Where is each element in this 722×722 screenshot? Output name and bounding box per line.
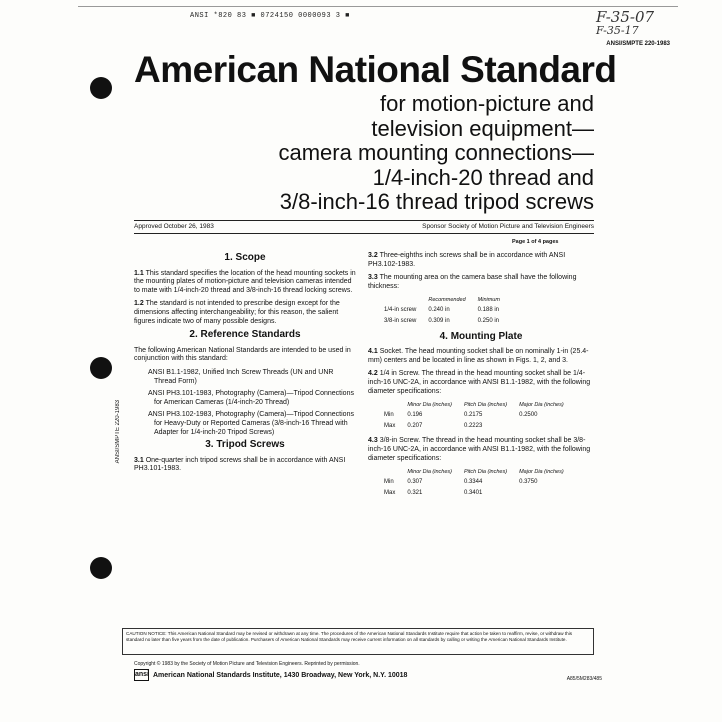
handwritten-note-2: F-35-17	[596, 24, 639, 37]
subtitle-line: television equipment—	[371, 115, 594, 141]
publisher-line: American National Standards Institute, 1430 Broadway, New York, N.Y. 10018	[153, 672, 408, 679]
subtitle-line: camera mounting connections—	[278, 140, 594, 165]
copyright-line: Copyright © 1983 by the Society of Motion Picture and Television Engineers. Reprinted by permission.	[134, 661, 360, 667]
table-header: Pitch Dia (inches)	[463, 402, 508, 409]
punch-hole-bottom	[90, 557, 112, 579]
section-heading: 2. Reference Standards	[189, 329, 301, 341]
reference-item: ANSI PH3.101-1983, Photography (Camera)—Tripod Connections for American Cameras (1/4-inch-20 Thread)	[148, 390, 354, 406]
table-row: 1/4-in screw 0.240 in 0.188 in	[384, 307, 499, 314]
diameter-table-2	[378, 468, 570, 498]
table-row: 3/8-in screw 0.309 in 0.250 in	[384, 317, 499, 324]
reference-item: ANSI B1.1-1982, Unified Inch Screw Threads (UN and UNR Thread Form)	[148, 368, 334, 385]
paragraph: 3.3 The mounting area on the camera base shall have the following thickness:	[368, 274, 577, 290]
paragraph: 3.2 Three-eighths inch screws shall be in accordance with ANSI PH3.102-1983.	[368, 252, 566, 268]
table-row: Max 0.321 0.3401	[384, 489, 483, 496]
reference-list	[148, 369, 356, 437]
subtitle-line: 1/4-inch-20 thread and	[372, 164, 594, 190]
table-header: Minimum	[477, 297, 500, 304]
table-header: Minor Dia (inches)	[407, 402, 452, 409]
table-header-row	[378, 401, 570, 410]
subtitle-line: for motion-picture and	[380, 91, 594, 116]
clause-number: 4.3	[368, 437, 378, 445]
document-id: ANSI/SMPTE 220-1983	[606, 41, 670, 47]
sponsor-line: Sponsor Society of Motion Picture and Television Engineers	[422, 223, 594, 230]
table-header: Minor Dia (inches)	[407, 469, 452, 476]
header-rule-lower	[134, 233, 594, 234]
paragraph: 4.1 Socket. The head mounting socket shall be on nominally 1-in (25.4-mm) centers and be located in line as shown in Figs. 1, 2, and 3.	[368, 348, 589, 364]
clause-number: 4.2	[368, 370, 378, 378]
table-header: Pitch Dia (inches)	[463, 469, 508, 476]
subtitle-line: 3/8-inch-16 thread tripod screws	[279, 189, 594, 214]
section-heading: 1. Scope	[224, 252, 266, 263]
clause-number: 3.2	[368, 252, 378, 259]
table-header-row	[378, 468, 570, 477]
table-row: Max 0.207 0.2223	[384, 422, 483, 429]
paragraph: 3.1 One-quarter inch tripod screws shall be in accordance with ANSI PH3.101-1983.	[134, 456, 346, 473]
handwritten-note-1: F-35-07	[596, 8, 655, 26]
paragraph: 1.2 The standard is not intended to prescribe design except for the dimensions affecting interchangeability; for this reason, the salient figures indicate two of many possible designs.	[134, 300, 340, 325]
scan-header: ANSI *820 83 ■ 0724150 0000093 3 ■	[190, 12, 350, 20]
thickness-table	[378, 296, 506, 326]
left-column	[134, 250, 356, 479]
paragraph: 4.3 3/8-in Screw. The thread in the head mounting socket shall be 3/8-inch-16 UNC-2A, in accordance with ANSI B1.1-1982, with the following diameter specifications:	[368, 437, 591, 462]
table-header: Major Dia (inches)	[519, 469, 564, 476]
paragraph: 4.2 1/4 in Screw. The thread in the head mounting socket shall be 1/4-inch-16 UNC-2A, in accordance with ANSI B1.1-1982, with the following diameter specifications:	[368, 370, 591, 395]
diameter-table-1	[378, 401, 570, 431]
right-column	[368, 252, 594, 504]
paragraph: The following American National Standards are intended to be used in conjunction with this standard:	[134, 346, 351, 363]
caution-notice: CAUTION NOTICE: This American National Standard may be revised or withdrawn at any time. The procedures of the American National Standards Institute require that action be taken to reaffirm, revise, or withdraw this standard no later than five years from the date of publication. Purchasers of American National Standards may receive current information on all standards by calling or writing the American National Standards Institute.	[122, 628, 594, 655]
paragraph: 1.1 This standard specifies the location of the head mounting sockets in the mounting plates of motion-picture and television cameras intended to mate with 1/4-inch-20 thread and 3/8-inch-16 thread locking screws.	[134, 269, 356, 294]
page-subtitle	[94, 92, 594, 215]
clause-number: 3.1	[134, 456, 144, 464]
clause-number: 3.3	[368, 274, 378, 282]
table-row: Min 0.307 0.3344 0.3750	[384, 479, 538, 486]
document-code: A85/5M283/485	[566, 676, 602, 682]
clause-number: 1.1	[134, 269, 144, 277]
table-header-row	[378, 296, 506, 305]
page-title: American National Standard	[134, 49, 617, 90]
reference-item: ANSI PH3.102-1983, Photography (Camera)—Tripod Connections for Heavy-Duty or Reported Cameras (3/8-inch-16 Thread with Adapter for 1/4-inch-20 Tripod Screws)	[148, 411, 354, 436]
header-rule	[134, 220, 594, 221]
table-row: Min 0.196 0.2175 0.2500	[384, 412, 538, 419]
ansi-logo: ansi	[134, 669, 149, 681]
section-heading: 3. Tripod Screws	[205, 439, 285, 451]
page-count: Page 1 of 4 pages	[512, 239, 559, 245]
section-heading: 4. Mounting Plate	[439, 330, 523, 342]
table-header: Recommended	[428, 297, 466, 304]
scan-border	[78, 6, 678, 7]
table-header: Major Dia (inches)	[519, 402, 564, 409]
punch-hole-middle	[90, 357, 112, 379]
approval-date: Approved October 26, 1983	[134, 223, 214, 230]
side-document-id: ANSI/SMPTE 220-1983	[115, 400, 121, 464]
clause-number: 4.1	[368, 348, 378, 356]
clause-number: 1.2	[134, 300, 144, 308]
